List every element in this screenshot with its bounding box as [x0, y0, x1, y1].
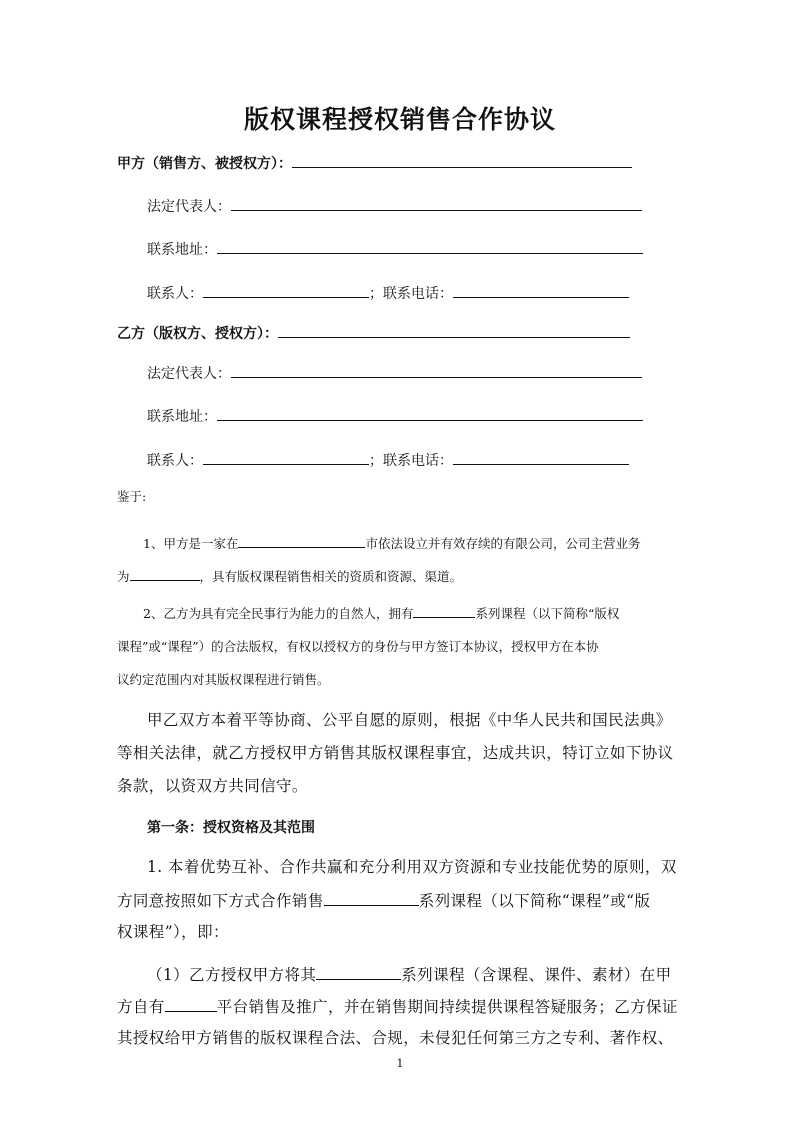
party-b-address-label: 联系地址： [147, 409, 217, 425]
party-b-heading: 乙方（版权方、授权方）： [117, 326, 278, 342]
page-number: 1 [396, 1057, 404, 1070]
party-b-address-line [147, 405, 643, 427]
whereas-item1-text-b: 市依法设立并有效存续的有限公司，公司主营业务 [365, 536, 641, 551]
platform-blank[interactable] [165, 996, 217, 1012]
document-title: 版权课程授权销售合作协议 [243, 105, 556, 134]
party-a-address-line [147, 238, 643, 260]
whereas-item2-line2: 课程”或“课程”）的合法版权，有权以授权方的身份与甲方签订本协议，授权甲方在本协 [117, 639, 599, 654]
course-series-blank-3[interactable] [316, 964, 401, 980]
party-b-legal-rep-label: 法定代表人： [147, 366, 231, 382]
party-b-legal-rep-blank[interactable] [231, 362, 642, 378]
party-a-legal-rep-blank[interactable] [231, 195, 642, 211]
preamble-line1: 甲乙双方本着平等协商、公平自愿的原则，根据《中华人民共和国民法典》 [147, 711, 672, 729]
whereas-item1-text-c: 为 [117, 569, 130, 584]
article1-p2-text-a: （1）乙方授权甲方将其 [147, 966, 317, 984]
article1-p2-line3: 其授权给甲方销售的版权课程合法、合规，未侵犯任何第三方之专利、著作权、 [117, 1029, 674, 1047]
course-series-blank-2[interactable] [324, 890, 419, 906]
party-b-legal-rep-line [147, 362, 642, 384]
party-a-address-label: 联系地址： [147, 242, 217, 258]
whereas-item1-text-d: ，具有版权课程销售相关的资质和资源、渠道。 [199, 569, 463, 584]
party-a-address-blank[interactable] [217, 238, 643, 254]
article1-p1-line3: 权课程”），即： [117, 923, 229, 941]
article1-p2-line2 [117, 996, 678, 1017]
course-series-blank-1[interactable] [413, 602, 475, 618]
party-a-legal-rep-label: 法定代表人： [147, 199, 231, 215]
whereas-item1-line2 [117, 565, 462, 587]
party-b-contact-line [147, 449, 629, 471]
whereas-item2-line3: 议约定范围内对其版权课程进行销售。 [117, 672, 330, 687]
whereas-item2-text-b: 系列课程（以下简称“版权 [475, 606, 620, 621]
company-city-blank[interactable] [238, 532, 365, 548]
article1-p2-text-d: 平台销售及推广，并在销售期间持续提供课程答疑服务；乙方保证 [216, 998, 678, 1016]
party-b-phone-blank[interactable] [453, 449, 629, 465]
main-business-blank[interactable] [130, 565, 200, 581]
whereas-label: 鉴于: [117, 489, 147, 504]
article1-p1-text-a: 方同意按照如下方式合作销售 [117, 892, 324, 910]
article1-p1-line2 [117, 890, 650, 911]
party-a-name-blank[interactable] [292, 152, 632, 168]
party-a-contact-label: 联系人： [147, 286, 203, 302]
whereas-item2-line1 [143, 602, 619, 624]
whereas-item1-line1 [143, 532, 640, 554]
article1-p2-text-c: 方自有 [117, 998, 165, 1016]
article1-p1-line1: 1. 本着优势互补、合作共赢和充分利用双方资源和专业技能优势的原则，双 [147, 858, 677, 876]
party-a-legal-rep-line [147, 195, 642, 217]
party-a-phone-label: ；联系电话： [369, 286, 453, 302]
party-b-name-blank[interactable] [278, 322, 630, 338]
article1-heading: 第一条：授权资格及其范围 [147, 820, 315, 836]
party-b-contact-blank[interactable] [203, 449, 369, 465]
party-b-contact-label: 联系人： [147, 453, 203, 469]
article1-p1-text-b: 系列课程（以下简称“课程”或“版 [418, 892, 651, 910]
party-a-phone-blank[interactable] [453, 282, 629, 298]
party-a-line [117, 152, 632, 174]
article1-p2-text-b: 系列课程（含课程、课件、素材）在甲 [401, 966, 672, 984]
party-b-address-blank[interactable] [217, 405, 643, 421]
preamble-line3: 条款，以资双方共同信守。 [117, 777, 308, 795]
whereas-item1-text-a: 1、甲方是一家在 [143, 536, 239, 551]
article1-p2-line1 [147, 964, 672, 985]
whereas-item2-text-a: 2、乙方为具有完全民事行为能力的自然人，拥有 [143, 606, 414, 621]
party-a-contact-blank[interactable] [203, 282, 369, 298]
party-a-contact-line [147, 282, 629, 304]
party-b-phone-label: ；联系电话： [369, 453, 453, 469]
preamble-line2: 等相关法律，就乙方授权甲方销售其版权课程事宜，达成共识，特订立如下协议 [117, 744, 674, 762]
party-b-line [117, 322, 630, 344]
party-a-heading: 甲方（销售方、被授权方）： [117, 156, 292, 172]
